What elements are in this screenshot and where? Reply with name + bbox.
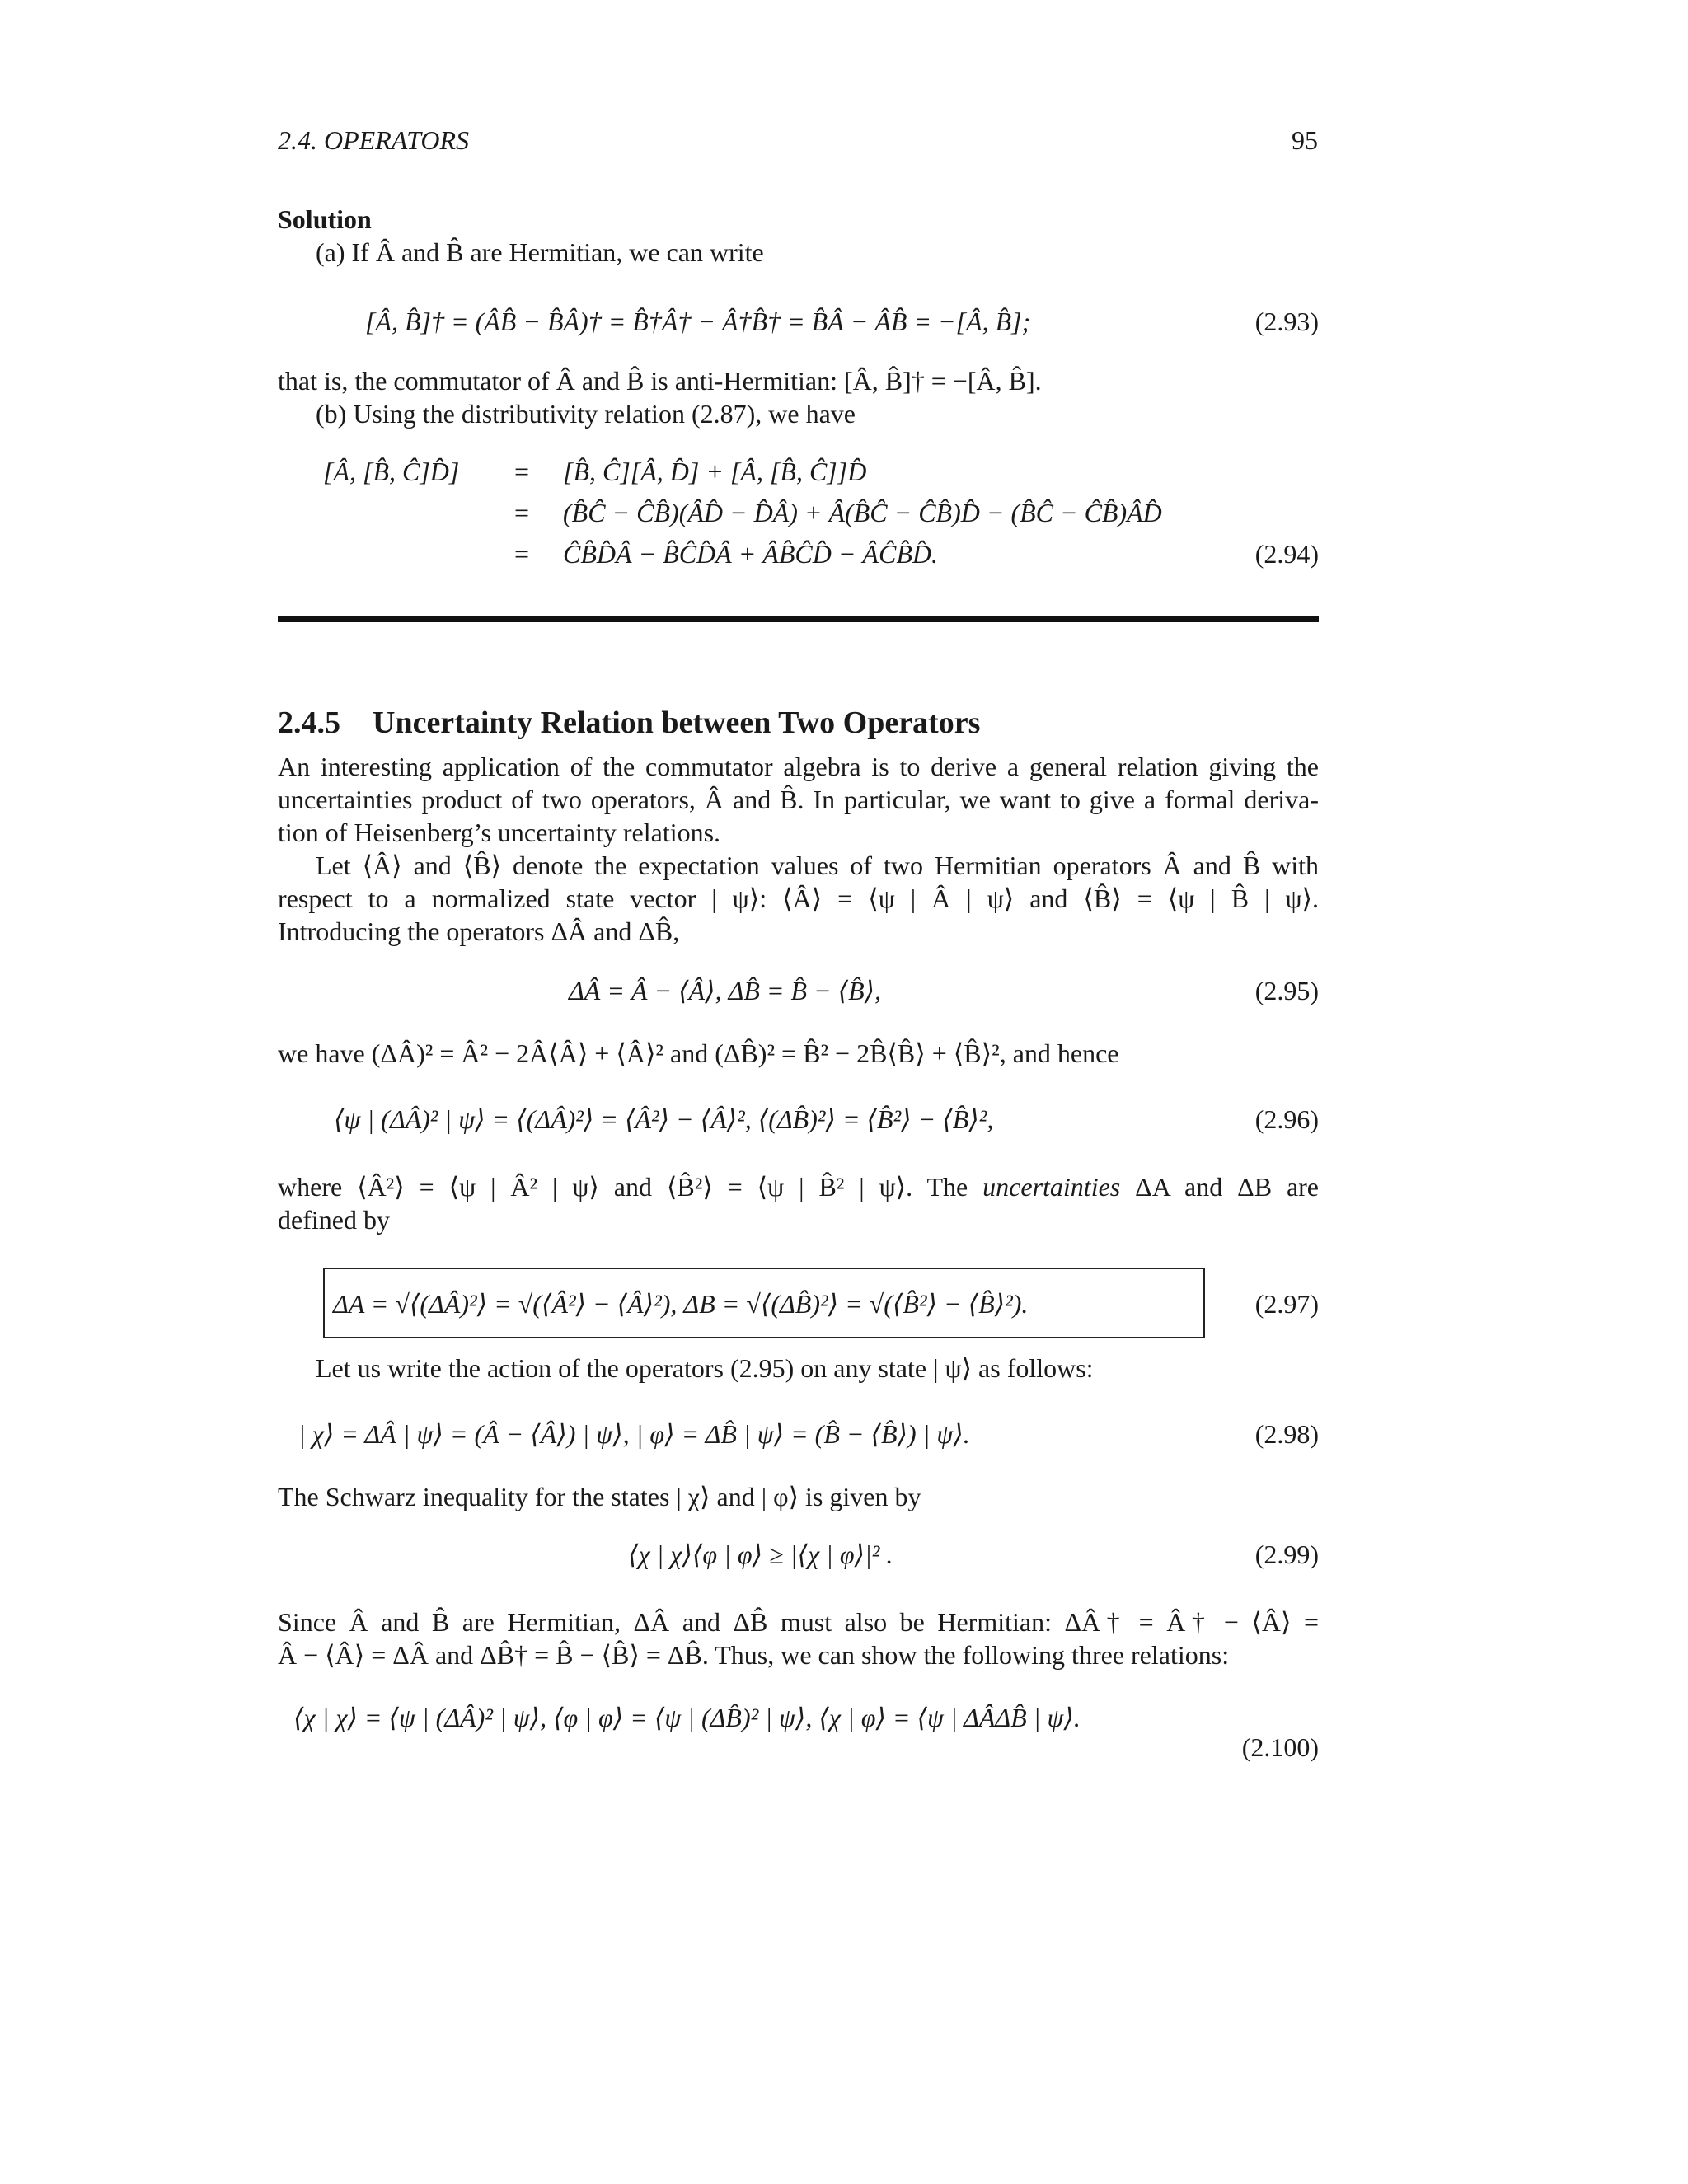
equation-2-94-line-3: ĈB̂D̂Â − B̂ĈD̂Â + ÂB̂ĈD̂ − ÂĈB̂D̂. (563, 539, 938, 569)
section-divider-rule (278, 616, 1319, 622)
paragraph-4-text-a: where ⟨Â²⟩ = ⟨ψ | Â² | ψ⟩ and ⟨B̂²⟩ = ⟨ψ | B̂² | ψ⟩. The (278, 1172, 983, 1202)
paragraph-2-line-2: respect to a normalized state vector | ψ⟩: ⟨Â⟩ = ⟨ψ | Â | ψ⟩ and ⟨B̂⟩ = ⟨ψ | B̂ | ψ⟩. (278, 883, 1319, 913)
paragraph-2-line-3: Introducing the operators ΔÂ and ΔB̂, (278, 916, 680, 946)
paragraph-4-text-b: ΔA and ΔB are (1120, 1172, 1320, 1202)
solution-heading: Solution (278, 204, 372, 234)
equation-2-94-line-2: (B̂Ĉ − ĈB̂)(ÂD̂ − D̂Â) + Â(B̂Ĉ − ĈB̂)D̂ − (B̂Ĉ − ĈB̂)ÂD̂ (563, 498, 1162, 527)
equation-number-2-100: (2.100) (1241, 1732, 1319, 1762)
paragraph-1-line-3: tion of Heisenberg’s uncertainty relations. (278, 818, 721, 847)
paragraph-2-line-1: Let ⟨Â⟩ and ⟨B̂⟩ denote the expectation values of two Hermitian operators Â and B̂ with (316, 851, 1319, 880)
solution-part-a-conclusion: that is, the commutator of Â and B̂ is anti-Hermitian: [Â, B̂]† = −[Â, B̂]. (278, 366, 1042, 396)
paragraph-3: we have (ΔÂ)² = Â² − 2Â⟨Â⟩ + ⟨Â⟩² and (ΔB̂)² = B̂² − 2B̂⟨B̂⟩ + ⟨B̂⟩², and hence (278, 1038, 1119, 1068)
equation-2-94-line-1: [B̂, Ĉ][Â, D̂] + [Â, [B̂, Ĉ]]D̂ (563, 457, 867, 486)
equation-2-94-equals-1: = (514, 457, 530, 486)
paragraph-6: The Schwarz inequality for the states | χ⟩ and | φ⟩ is given by (278, 1482, 921, 1511)
equation-2-95: ΔÂ = Â − ⟨Â⟩, ΔB̂ = B̂ − ⟨B̂⟩, (569, 976, 882, 1005)
equation-2-94-equals-2: = (514, 498, 530, 527)
equation-number-2-96: (2.96) (1254, 1104, 1319, 1134)
equation-number-2-97: (2.97) (1254, 1289, 1319, 1319)
equation-2-93: [Â, B̂]† = (ÂB̂ − B̂Â)† = B̂†Â† − Â†B̂† = B̂Â − ÂB̂ = −[Â, B̂]; (365, 307, 1031, 336)
section-number: 2.4.5 (278, 705, 340, 740)
equation-number-2-98: (2.98) (1254, 1419, 1319, 1449)
equation-2-94-lhs: [Â, [B̂, Ĉ]D̂] (323, 457, 460, 486)
paragraph-7-line-1: Since Â and B̂ are Hermitian, ΔÂ and ΔB̂ must also be Hermitian: ΔÂ† = Â† − ⟨Â⟩ = (278, 1607, 1319, 1637)
equation-number-2-95: (2.95) (1254, 976, 1319, 1005)
running-header-section: 2.4. OPERATORS (278, 125, 469, 155)
paragraph-7-line-2: Â − ⟨Â⟩ = ΔÂ and ΔB̂† = B̂ − ⟨B̂⟩ = ΔB̂. Thus, we can show the following three relations: (278, 1640, 1230, 1670)
equation-2-100: ⟨χ | χ⟩ = ⟨ψ | (ΔÂ)² | ψ⟩, ⟨φ | φ⟩ = ⟨ψ | (ΔB̂)² | ψ⟩, ⟨χ | φ⟩ = ⟨ψ | ΔÂΔB̂ | ψ⟩. (293, 1703, 1081, 1732)
solution-part-a-intro: (a) If Â and B̂ are Hermitian, we can write (316, 237, 764, 267)
equation-2-97: ΔA = √⟨(ΔÂ)²⟩ = √(⟨Â²⟩ − ⟨Â⟩²), ΔB = √⟨(ΔB̂)²⟩ = √(⟨B̂²⟩ − ⟨B̂⟩²). (333, 1289, 1029, 1319)
term-uncertainties: uncertainties (982, 1172, 1121, 1202)
equation-number-2-99: (2.99) (1254, 1540, 1319, 1569)
section-heading (278, 705, 980, 741)
paragraph-4-line-2: defined by (278, 1205, 390, 1235)
page-number: 95 (1292, 125, 1318, 155)
paragraph-1-line-1: An interesting application of the commutator algebra is to derive a general relation giving the (278, 752, 1319, 781)
equation-2-98: | χ⟩ = ΔÂ | ψ⟩ = (Â − ⟨Â⟩) | ψ⟩, | φ⟩ = ΔB̂ | ψ⟩ = (B̂ − ⟨B̂⟩) | ψ⟩. (298, 1419, 970, 1449)
section-title: Uncertainty Relation between Two Operators (373, 705, 981, 740)
equation-2-99: ⟨χ | χ⟩⟨φ | φ⟩ ≥ |⟨χ | φ⟩|² . (628, 1540, 893, 1569)
equation-2-94-equals-3: = (514, 539, 530, 569)
equation-number-2-94: (2.94) (1254, 539, 1319, 569)
paragraph-4-line-1 (278, 1170, 1319, 1203)
paragraph-1-line-2: uncertainties product of two operators, Â and B̂. In particular, we want to give a formal deriva- (278, 785, 1319, 814)
paragraph-5: Let us write the action of the operators (2.95) on any state | ψ⟩ as follows: (316, 1353, 1094, 1383)
solution-part-b-intro: (b) Using the distributivity relation (2.87), we have (316, 399, 856, 429)
equation-2-96: ⟨ψ | (ΔÂ)² | ψ⟩ = ⟨(ΔÂ)²⟩ = ⟨Â²⟩ − ⟨Â⟩², ⟨(ΔB̂)²⟩ = ⟨B̂²⟩ − ⟨B̂⟩², (334, 1104, 994, 1134)
equation-number-2-93: (2.93) (1254, 307, 1319, 336)
